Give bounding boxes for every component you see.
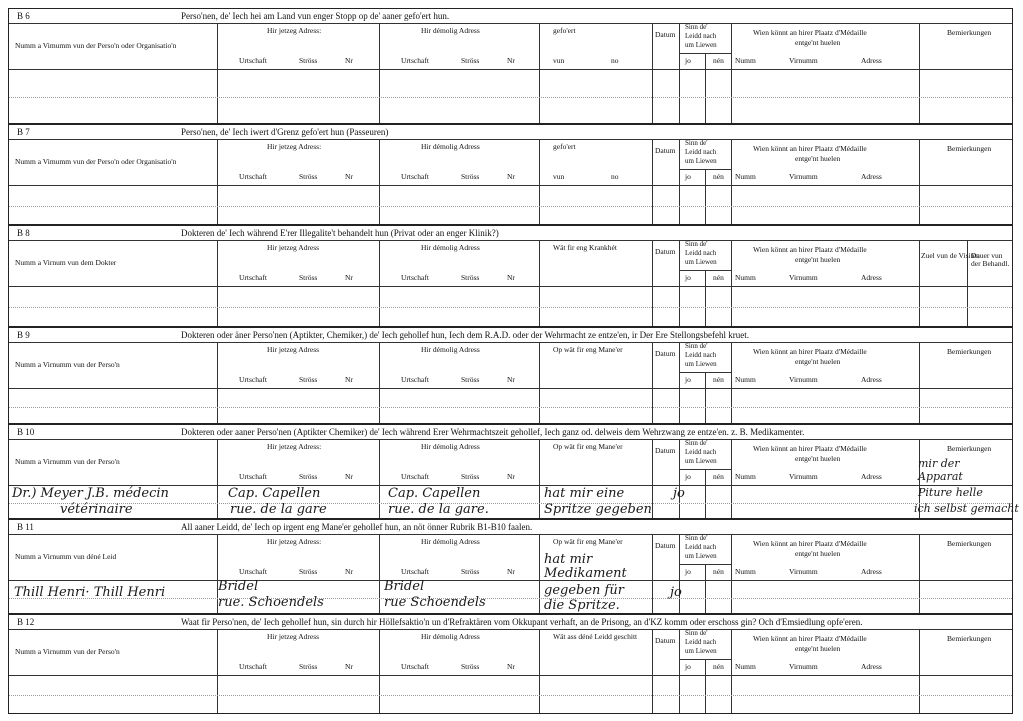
column-divider	[919, 240, 920, 326]
b10-alive: jo	[673, 486, 685, 501]
section-title: Perso'nen, de' Iech hei am Land vun enger Stopp op de' aaner gefo'ert hun.	[181, 11, 450, 21]
address-sub-number: Nr	[507, 662, 515, 671]
b10-former-address-1: Cap. Capellen	[388, 486, 481, 501]
date-label: Datum	[655, 30, 676, 39]
column-divider	[217, 23, 218, 123]
header-bottom	[9, 286, 1012, 287]
current-address-label: Hir jetzeg Adress:	[267, 442, 322, 451]
medal-sub-firstname: Virnumm	[789, 472, 818, 481]
b11-current-address-1: Bridel	[218, 579, 259, 594]
medal-sub-name: Numm	[735, 56, 756, 65]
column-divider	[731, 342, 732, 423]
date-label: Datum	[655, 146, 676, 155]
former-address-label: Hir démolig Adress	[421, 243, 480, 252]
address-sub-street: Ströss	[299, 273, 318, 282]
column-divider	[679, 534, 680, 613]
header-bottom	[9, 388, 1012, 389]
column-divider	[919, 139, 920, 224]
address-sub-locality: Urtschaft	[401, 567, 429, 576]
alive-yes: jo	[685, 662, 691, 671]
medal-sub-address: Adress	[861, 472, 882, 481]
entry-row-divider	[9, 695, 1012, 696]
medal-sub-address: Adress	[861, 567, 882, 576]
former-address-label: Hir démolig Adress	[421, 537, 480, 546]
remarks-label: Bemierkungen	[947, 539, 992, 548]
b10-current-address-1: Cap. Capellen	[228, 486, 321, 501]
leidd-split	[705, 372, 706, 423]
section-b12	[8, 614, 1013, 714]
medal-sub-name: Numm	[735, 172, 756, 181]
title-divider	[9, 139, 1012, 140]
b11-former-address-1: Bridel	[384, 579, 425, 594]
address-sub-locality: Urtschaft	[239, 567, 267, 576]
name-column-label: Numm a Vimumm vun der Perso'n oder Organisatio'n	[15, 41, 177, 50]
alive-yes: jo	[685, 172, 691, 181]
b10-name-line2: vétérinaire	[60, 502, 133, 517]
medal-sub-address: Adress	[861, 662, 882, 671]
date-label: Datum	[655, 247, 676, 256]
column-divider	[731, 23, 732, 123]
medal-sub-firstname: Virnumm	[789, 375, 818, 384]
column-divider	[731, 139, 732, 224]
remarks-label: Bemierkungen	[947, 634, 992, 643]
leidd-split	[705, 53, 706, 123]
title-divider	[9, 439, 1012, 440]
remarks-label: Bemierkungen	[947, 28, 992, 37]
section-code: B 10	[17, 427, 35, 437]
medal-sub-name: Numm	[735, 662, 756, 671]
b11-former-address-2: rue Schoendels	[384, 595, 486, 610]
leidd-split	[705, 270, 706, 326]
b11-manner-head-1: hat mir	[544, 552, 593, 567]
alive-label: Sinn de'	[685, 534, 708, 542]
section-title: Dokteren oder aaner Perso'nen (Aptikter Chemiker) de' Iech während Erer Wehrmachtszeit gehollef, Iech ganz od. delweis dem Wehrzwang ze entze'en. z. B. Medikamenter.	[181, 427, 805, 437]
column-divider	[679, 439, 680, 518]
address-sub-street: Ströss	[299, 375, 318, 384]
address-sub-street: Ströss	[299, 567, 318, 576]
alive-no: nén	[713, 273, 724, 282]
title-divider	[9, 534, 1012, 535]
medal-sub-name: Numm	[735, 472, 756, 481]
title-divider	[9, 240, 1012, 241]
alive-label: Leidd nach	[685, 448, 717, 456]
leidd-subrow	[679, 270, 731, 271]
alive-no: nén	[713, 172, 724, 181]
former-address-label: Hir démolig Adress	[421, 442, 480, 451]
medal-recipient-label: Wien könnt an hirer Plaatz d'Médaille	[753, 144, 867, 153]
column-4-sub-from: vun	[553, 56, 565, 65]
alive-label: Leidd nach	[685, 148, 717, 156]
alive-yes: jo	[685, 273, 691, 282]
b11-current-address-2: rue. Schoendels	[218, 595, 324, 610]
entry-row-divider	[9, 307, 1012, 308]
address-sub-number: Nr	[507, 567, 515, 576]
entry-row-divider	[9, 407, 1012, 408]
section-title: Dokteren oder äner Perso'nen (Aptikter, Chemiker,) de' Iech gehollef hun, Iech dem R.A.D. oder der Wehrmacht ze entze'en, ir Der Ere Stellongsbefehl kruet.	[181, 330, 750, 340]
column-divider	[539, 629, 540, 713]
column-divider	[679, 23, 680, 123]
alive-label: um Liewen	[685, 41, 717, 49]
medal-recipient-label: entge'nt huelen	[795, 357, 841, 366]
column-divider	[652, 342, 653, 423]
column-divider	[217, 629, 218, 713]
b11-manner-2: die Spritze.	[544, 598, 620, 613]
alive-no: nén	[713, 472, 724, 481]
column-4-label: Op wät fir eng Mane'er	[553, 537, 623, 546]
name-column-label: Numm a Vimumm vun der Perso'n oder Organisatio'n	[15, 157, 177, 166]
address-sub-locality: Urtschaft	[239, 472, 267, 481]
b10-remark-head-1: mir der	[918, 457, 960, 470]
name-column-label: Numm a Virnumm vun der Perso'n	[15, 457, 120, 466]
alive-label: Leidd nach	[685, 351, 717, 359]
current-address-label: Hir jetzeg Adress:	[267, 26, 322, 35]
address-sub-number: Nr	[507, 375, 515, 384]
column-4-label: Wät ass déné Leidd geschitt	[553, 632, 638, 641]
column-4-label: Op wät fir eng Mane'er	[553, 442, 623, 451]
column-divider	[731, 629, 732, 713]
column-divider	[379, 534, 380, 613]
address-sub-number: Nr	[507, 472, 515, 481]
alive-label: um Liewen	[685, 258, 717, 266]
column-divider	[731, 240, 732, 326]
column-divider	[539, 23, 540, 123]
medal-sub-address: Adress	[861, 273, 882, 282]
column-divider	[217, 139, 218, 224]
former-address-label: Hir démolig Adress	[421, 632, 480, 641]
alive-label: Sinn de'	[685, 342, 708, 350]
leidd-subrow	[679, 372, 731, 373]
former-address-label: Hir démolig Adress	[421, 345, 480, 354]
column-4-label: Op wät fir eng Mane'er	[553, 345, 623, 354]
section-code: B 12	[17, 617, 35, 627]
column-divider	[217, 342, 218, 423]
medal-recipient-label: Wien könnt an hirer Plaatz d'Médaille	[753, 634, 867, 643]
leidd-split	[705, 469, 706, 518]
address-sub-street: Ströss	[461, 472, 480, 481]
column-divider	[217, 439, 218, 518]
medal-sub-firstname: Virnumm	[789, 567, 818, 576]
address-sub-locality: Urtschaft	[401, 273, 429, 282]
alive-label: Sinn de'	[685, 139, 708, 147]
b10-current-address-2: rue. de la gare	[230, 502, 327, 517]
column-divider	[679, 629, 680, 713]
alive-no: nén	[713, 662, 724, 671]
medal-recipient-label: Wien könnt an hirer Plaatz d'Médaille	[753, 444, 867, 453]
medal-recipient-label: Wien könnt an hirer Plaatz d'Médaille	[753, 347, 867, 356]
name-column-label: Numm a Virnumm vun der Perso'n	[15, 360, 120, 369]
title-divider	[9, 23, 1012, 24]
medal-sub-firstname: Virnumm	[789, 172, 818, 181]
date-label: Datum	[655, 636, 676, 645]
entry-row-divider	[9, 206, 1012, 207]
medal-sub-address: Adress	[861, 172, 882, 181]
address-sub-number: Nr	[507, 56, 515, 65]
leidd-split	[705, 564, 706, 613]
alive-label: Leidd nach	[685, 249, 717, 257]
section-code: B 8	[17, 228, 30, 238]
b10-remark-head-2: Apparat	[918, 470, 963, 483]
section-title: All aaner Leidd, de' Iech op irgent eng Mane'er gehollef hun, an nöt önner Rubrik B1-B10 faalen.	[181, 522, 533, 532]
column-4-label: Wät fir eng Krankhét	[553, 243, 617, 252]
alive-label: Leidd nach	[685, 638, 717, 646]
column-divider	[379, 139, 380, 224]
column-divider	[539, 439, 540, 518]
column-divider	[379, 629, 380, 713]
current-address-label: Hir jetzeg Adress:	[267, 537, 322, 546]
address-sub-street: Ströss	[461, 375, 480, 384]
address-sub-street: Ströss	[461, 56, 480, 65]
alive-yes: jo	[685, 472, 691, 481]
medal-recipient-label: entge'nt huelen	[795, 549, 841, 558]
address-sub-number: Nr	[345, 662, 353, 671]
leidd-subrow	[679, 169, 731, 170]
address-sub-locality: Urtschaft	[401, 56, 429, 65]
b11-manner-head-2: Medikament	[544, 566, 627, 581]
alive-no: nén	[713, 567, 724, 576]
column-4-sub-to: no	[611, 172, 619, 181]
alive-label: Sinn de'	[685, 439, 708, 447]
remarks-label: Bemierkungen	[947, 144, 992, 153]
section-code: B 6	[17, 11, 30, 21]
alive-label: Sinn de'	[685, 23, 708, 31]
section-b8	[8, 225, 1013, 327]
address-sub-street: Ströss	[461, 172, 480, 181]
b11-alive: jo	[670, 585, 682, 600]
medal-sub-name: Numm	[735, 273, 756, 282]
column-divider	[919, 23, 920, 123]
column-divider	[379, 23, 380, 123]
leidd-subrow	[679, 469, 731, 470]
address-sub-number: Nr	[345, 567, 353, 576]
column-4-label: gefo'ert	[553, 142, 576, 151]
header-bottom	[9, 69, 1012, 70]
section-code: B 7	[17, 127, 30, 137]
address-sub-locality: Urtschaft	[239, 662, 267, 671]
column-divider	[652, 534, 653, 613]
alive-yes: jo	[685, 56, 691, 65]
column-divider	[539, 534, 540, 613]
medal-sub-address: Adress	[861, 56, 882, 65]
b11-manner-1: gegeben für	[544, 583, 624, 598]
medal-recipient-label: entge'nt huelen	[795, 644, 841, 653]
medal-recipient-label: Wien könnt an hirer Plaatz d'Médaille	[753, 28, 867, 37]
column-divider	[379, 240, 380, 326]
b10-remark-2: ich selbst gemacht	[914, 502, 1019, 515]
medal-sub-name: Numm	[735, 375, 756, 384]
address-sub-street: Ströss	[299, 472, 318, 481]
current-address-label: Hir jetzeg Adress	[267, 243, 320, 252]
address-sub-number: Nr	[507, 273, 515, 282]
address-sub-locality: Urtschaft	[239, 56, 267, 65]
name-column-label: Numm a Virnumm vun déné Leid	[15, 552, 117, 561]
column-divider	[679, 342, 680, 423]
address-sub-locality: Urtschaft	[401, 375, 429, 384]
alive-yes: jo	[685, 375, 691, 384]
entry-row-divider	[9, 503, 1012, 504]
remarks-label: Bemierkungen	[947, 444, 992, 453]
date-label: Datum	[655, 446, 676, 455]
address-sub-number: Nr	[345, 375, 353, 384]
header-bottom	[9, 580, 1012, 581]
entry-row-divider	[9, 97, 1012, 98]
section-code: B 9	[17, 330, 30, 340]
leidd-subrow	[679, 564, 731, 565]
medal-recipient-label: entge'nt huelen	[795, 454, 841, 463]
medal-recipient-label: entge'nt huelen	[795, 255, 841, 264]
address-sub-number: Nr	[345, 56, 353, 65]
medal-sub-firstname: Virnumm	[789, 273, 818, 282]
medal-recipient-label: entge'nt huelen	[795, 154, 841, 163]
address-sub-locality: Urtschaft	[401, 172, 429, 181]
address-sub-street: Ströss	[461, 662, 480, 671]
address-sub-locality: Urtschaft	[239, 172, 267, 181]
medal-sub-name: Numm	[735, 567, 756, 576]
alive-yes: jo	[685, 567, 691, 576]
alive-label: Leidd nach	[685, 32, 717, 40]
alive-no: nén	[713, 375, 724, 384]
column-divider	[652, 23, 653, 123]
leidd-subrow	[679, 659, 731, 660]
medal-sub-address: Adress	[861, 375, 882, 384]
b10-former-address-2: rue. de la gare.	[388, 502, 489, 517]
medal-recipient-label: entge'nt huelen	[795, 38, 841, 47]
column-divider	[652, 240, 653, 326]
address-sub-number: Nr	[345, 273, 353, 282]
column-4-sub-from: vun	[553, 172, 565, 181]
title-divider	[9, 629, 1012, 630]
medal-recipient-label: Wien könnt an hirer Plaatz d'Médaille	[753, 539, 867, 548]
alive-label: um Liewen	[685, 647, 717, 655]
section-b10	[8, 424, 1013, 519]
treatment-duration-label: Dauer vun der Behandl.	[971, 251, 1010, 268]
former-address-label: Hir démolig Adress	[421, 142, 480, 151]
header-bottom	[9, 675, 1012, 676]
alive-label: um Liewen	[685, 157, 717, 165]
address-sub-locality: Urtschaft	[401, 662, 429, 671]
address-sub-locality: Urtschaft	[239, 273, 267, 282]
alive-label: Sinn de'	[685, 240, 708, 248]
b10-remark-1: Piture helle	[918, 486, 983, 499]
column-divider	[379, 439, 380, 518]
column-divider	[919, 534, 920, 613]
address-sub-street: Ströss	[299, 172, 318, 181]
section-title: Waat fir Perso'nen, de' Iech gehollef hun, sin durch hir Höllefsaktio'n un d'Refraktären vom Okkupant verhaft, an de Prisong, an d'KZ komm oder erschoss gin? Och d'Emsiedlung opfe'eren.	[181, 617, 863, 627]
column-4-label: gefo'ert	[553, 26, 576, 35]
alive-label: Sinn de'	[685, 629, 708, 637]
b10-manner-2: Spritze gegeben	[544, 502, 652, 517]
column-divider	[731, 439, 732, 518]
section-title: Perso'nen, de' Iech iwert d'Grenz gefo'ert hun (Passeuren)	[181, 127, 389, 137]
address-sub-number: Nr	[345, 172, 353, 181]
address-sub-number: Nr	[507, 172, 515, 181]
address-sub-street: Ströss	[461, 273, 480, 282]
address-sub-street: Ströss	[461, 567, 480, 576]
address-sub-locality: Urtschaft	[239, 375, 267, 384]
alive-no: nén	[713, 56, 724, 65]
section-b6	[8, 8, 1013, 124]
medal-sub-firstname: Virnumm	[789, 662, 818, 671]
column-divider	[217, 240, 218, 326]
b10-name-line1: Dr.) Meyer J.B. médecin	[12, 486, 169, 501]
visits-label: Zuel vun de Visiten	[921, 251, 980, 260]
section-title: Dokteren de' Iech während E'rer Illegalite't behandelt hun (Privat oder an enger Klinik?)	[181, 228, 499, 238]
column-divider	[919, 342, 920, 423]
alive-label: Leidd nach	[685, 543, 717, 551]
medal-recipient-label: Wien könnt an hirer Plaatz d'Médaille	[753, 245, 867, 254]
b10-manner-1: hat mir eine	[544, 486, 625, 501]
current-address-label: Hir jetzeg Adress:	[267, 142, 322, 151]
address-sub-locality: Urtschaft	[401, 472, 429, 481]
section-b9	[8, 327, 1013, 424]
date-label: Datum	[655, 349, 676, 358]
date-label: Datum	[655, 541, 676, 550]
alive-label: um Liewen	[685, 552, 717, 560]
name-column-label: Numm a Virnumm vun der Perso'n	[15, 647, 120, 656]
name-column-label: Numm a Virnum vun dem Dokter	[15, 258, 117, 267]
leidd-subrow	[679, 53, 731, 54]
former-address-label: Hir démolig Adress	[421, 26, 480, 35]
medal-sub-firstname: Virnumm	[789, 56, 818, 65]
column-divider	[652, 139, 653, 224]
alive-label: um Liewen	[685, 457, 717, 465]
section-b7	[8, 124, 1013, 225]
column-divider	[652, 629, 653, 713]
column-divider	[679, 240, 680, 326]
b11-name: Thill Henri· Thill Henri	[14, 585, 166, 600]
address-sub-street: Ströss	[299, 56, 318, 65]
header-bottom	[9, 185, 1012, 186]
column-divider	[539, 139, 540, 224]
column-divider	[652, 439, 653, 518]
title-divider	[9, 342, 1012, 343]
alive-label: um Liewen	[685, 360, 717, 368]
current-address-label: Hir jetzeg Adress	[267, 632, 320, 641]
column-divider	[539, 240, 540, 326]
section-code: B 11	[17, 522, 34, 532]
leidd-split	[705, 169, 706, 224]
address-sub-number: Nr	[345, 472, 353, 481]
column-divider	[379, 342, 380, 423]
column-divider	[919, 629, 920, 713]
address-sub-street: Ströss	[299, 662, 318, 671]
column-4-sub-to: no	[611, 56, 619, 65]
current-address-label: Hir jetzeg Adress	[267, 345, 320, 354]
leidd-split	[705, 659, 706, 713]
column-divider	[679, 139, 680, 224]
column-divider	[539, 342, 540, 423]
remarks-label: Bemierkungen	[947, 347, 992, 356]
column-divider	[731, 534, 732, 613]
